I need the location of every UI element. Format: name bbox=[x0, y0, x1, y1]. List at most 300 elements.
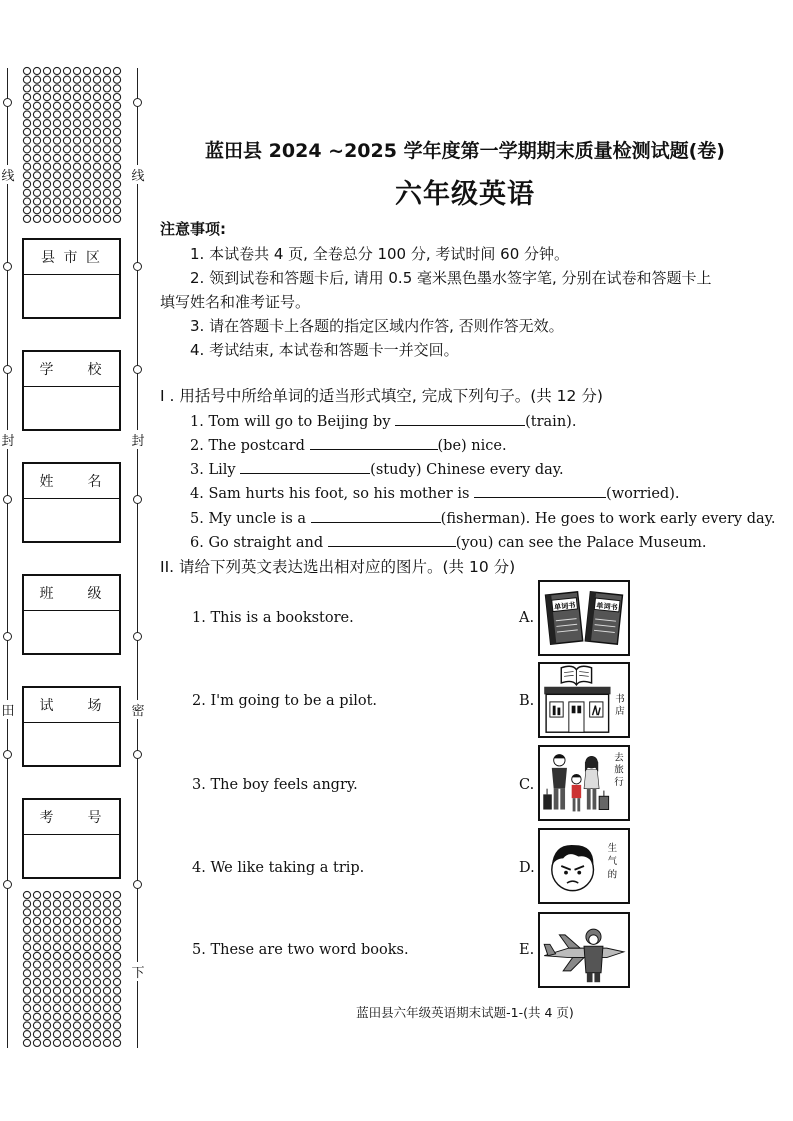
decor-circle bbox=[53, 94, 60, 101]
decor-circle bbox=[73, 76, 80, 83]
decor-circle bbox=[93, 909, 100, 916]
decor-circle bbox=[83, 987, 90, 994]
decor-circle bbox=[53, 128, 60, 135]
decor-circle bbox=[73, 952, 80, 959]
decor-circle bbox=[33, 900, 40, 907]
decor-circle bbox=[103, 900, 110, 907]
decor-circle bbox=[73, 926, 80, 933]
bookstore-sign: 书店 bbox=[615, 693, 625, 718]
decor-circle bbox=[93, 987, 100, 994]
decor-circle bbox=[93, 891, 100, 898]
bookstore-icon bbox=[540, 664, 628, 736]
decor-circle bbox=[63, 1005, 70, 1012]
school-label: 学 校 bbox=[24, 352, 119, 387]
decor-circle bbox=[103, 181, 110, 188]
decor-circle bbox=[23, 189, 30, 196]
decor-circle bbox=[73, 978, 80, 985]
decor-circle bbox=[23, 978, 30, 985]
decor-circle bbox=[43, 996, 50, 1003]
decor-circle bbox=[83, 120, 90, 127]
decor-circle bbox=[73, 918, 80, 925]
decor-circle bbox=[53, 1039, 60, 1046]
decor-circle bbox=[113, 996, 120, 1003]
decor-circle bbox=[73, 961, 80, 968]
decor-circle bbox=[73, 987, 80, 994]
decor-circle bbox=[23, 172, 30, 179]
decor-circle bbox=[63, 926, 70, 933]
decor-circle bbox=[23, 154, 30, 161]
decor-circle bbox=[93, 215, 100, 222]
decor-circle bbox=[83, 909, 90, 916]
decor-circle bbox=[103, 85, 110, 92]
decor-circle bbox=[93, 1022, 100, 1029]
decor-circle bbox=[93, 189, 100, 196]
decor-circle bbox=[53, 944, 60, 951]
decor-circle bbox=[43, 961, 50, 968]
decor-circle bbox=[103, 128, 110, 135]
class-box[interactable] bbox=[22, 574, 121, 655]
decor-circle bbox=[83, 146, 90, 153]
margin-dot bbox=[133, 365, 142, 374]
name-label: 姓 名 bbox=[24, 464, 119, 499]
decor-circle bbox=[103, 1005, 110, 1012]
decor-circle bbox=[113, 935, 120, 942]
decor-circle bbox=[33, 987, 40, 994]
left-cut-line bbox=[7, 68, 8, 1048]
decor-circle bbox=[23, 163, 30, 170]
decor-circle bbox=[113, 137, 120, 144]
note-item: 1. 本试卷共 4 页, 全卷总分 100 分, 考试时间 60 分钟。 bbox=[190, 245, 570, 263]
decor-circle bbox=[23, 111, 30, 118]
word-books-icon bbox=[540, 582, 628, 654]
decor-circle bbox=[83, 891, 90, 898]
margin-dot bbox=[133, 750, 142, 759]
decor-circle bbox=[43, 1031, 50, 1038]
decor-circle bbox=[43, 146, 50, 153]
decor-circle bbox=[113, 1022, 120, 1029]
margin-dot bbox=[133, 880, 142, 889]
answer-blank[interactable] bbox=[311, 508, 441, 523]
decor-circle bbox=[113, 1013, 120, 1020]
decor-circle bbox=[83, 1013, 90, 1020]
decor-circle bbox=[53, 67, 60, 74]
note-item: 4. 考试结束, 本试卷和答题卡一并交回。 bbox=[190, 341, 459, 359]
decor-circle bbox=[53, 102, 60, 109]
decor-circle bbox=[23, 1005, 30, 1012]
decor-circle bbox=[53, 900, 60, 907]
decor-circle bbox=[53, 961, 60, 968]
decor-circle bbox=[73, 172, 80, 179]
decor-circle bbox=[113, 1031, 120, 1038]
circle-pattern-bottom bbox=[22, 890, 122, 1048]
decor-circle bbox=[53, 172, 60, 179]
fill-question-1: 1. Tom will go to Beijing by (train). bbox=[190, 411, 576, 430]
decor-circle bbox=[103, 1031, 110, 1038]
decor-circle bbox=[53, 1013, 60, 1020]
decor-circle bbox=[83, 1022, 90, 1029]
decor-circle bbox=[33, 961, 40, 968]
decor-circle bbox=[53, 120, 60, 127]
decor-circle bbox=[63, 961, 70, 968]
book-title: 单词书 bbox=[553, 600, 576, 612]
note-item: 3. 请在答题卡上各题的指定区域内作答, 否则作答无效。 bbox=[190, 317, 564, 335]
decor-circle bbox=[43, 207, 50, 214]
decor-circle bbox=[83, 961, 90, 968]
picture-d[interactable] bbox=[538, 828, 630, 904]
decor-circle bbox=[113, 918, 120, 925]
decor-circle bbox=[113, 909, 120, 916]
decor-circle bbox=[113, 189, 120, 196]
decor-circle bbox=[83, 102, 90, 109]
decor-circle bbox=[113, 85, 120, 92]
decor-circle bbox=[103, 207, 110, 214]
margin-dot bbox=[3, 495, 12, 504]
margin-mark-feng-right: 封 bbox=[130, 430, 146, 449]
decor-circle bbox=[93, 102, 100, 109]
decor-circle bbox=[43, 944, 50, 951]
note-item: 2. 领到试卷和答题卡后, 请用 0.5 毫米黑色墨水签字笔, 分别在试卷和答题卡上 bbox=[190, 269, 712, 287]
decor-circle bbox=[83, 128, 90, 135]
margin-dot bbox=[3, 98, 12, 107]
decor-circle bbox=[83, 215, 90, 222]
decor-circle bbox=[23, 970, 30, 977]
decor-circle bbox=[63, 900, 70, 907]
decor-circle bbox=[23, 918, 30, 925]
decor-circle bbox=[33, 189, 40, 196]
decor-circle bbox=[73, 163, 80, 170]
decor-circle bbox=[83, 85, 90, 92]
decor-circle bbox=[53, 952, 60, 959]
match-item-4: 4. We like taking a trip. bbox=[192, 860, 365, 876]
decor-circle bbox=[93, 76, 100, 83]
decor-circle bbox=[53, 137, 60, 144]
option-a-label: A. bbox=[519, 610, 535, 626]
decor-circle bbox=[43, 1039, 50, 1046]
decor-circle bbox=[43, 987, 50, 994]
decor-circle bbox=[113, 67, 120, 74]
answer-blank[interactable] bbox=[474, 483, 606, 498]
decor-circle bbox=[113, 978, 120, 985]
decor-circle bbox=[63, 172, 70, 179]
decor-circle bbox=[73, 215, 80, 222]
decor-circle bbox=[63, 181, 70, 188]
exam-room-box[interactable] bbox=[22, 686, 121, 767]
decor-circle bbox=[73, 181, 80, 188]
decor-circle bbox=[63, 102, 70, 109]
decor-circle bbox=[33, 102, 40, 109]
class-label: 班 级 bbox=[24, 576, 119, 611]
decor-circle bbox=[53, 935, 60, 942]
section1-heading: I . 用括号中所给单词的适当形式填空, 完成下列句子。(共 12 分) bbox=[160, 387, 603, 405]
decor-circle bbox=[33, 952, 40, 959]
decor-circle bbox=[63, 909, 70, 916]
decor-circle bbox=[43, 111, 50, 118]
decor-circle bbox=[83, 1031, 90, 1038]
decor-circle bbox=[43, 909, 50, 916]
decor-circle bbox=[33, 154, 40, 161]
picture-e[interactable] bbox=[538, 912, 630, 988]
match-item-2: 2. I'm going to be a pilot. bbox=[192, 693, 378, 709]
decor-circle bbox=[93, 198, 100, 205]
decor-circle bbox=[43, 137, 50, 144]
decor-circle bbox=[23, 94, 30, 101]
exam-number-box[interactable] bbox=[22, 798, 121, 879]
decor-circle bbox=[83, 76, 90, 83]
decor-circle bbox=[23, 181, 30, 188]
decor-circle bbox=[33, 163, 40, 170]
decor-circle bbox=[113, 94, 120, 101]
decor-circle bbox=[53, 1022, 60, 1029]
decor-circle bbox=[23, 85, 30, 92]
decor-circle bbox=[63, 891, 70, 898]
decor-circle bbox=[33, 128, 40, 135]
decor-circle bbox=[93, 996, 100, 1003]
decor-circle bbox=[103, 189, 110, 196]
decor-circle bbox=[73, 111, 80, 118]
decor-circle bbox=[43, 926, 50, 933]
decor-circle bbox=[103, 909, 110, 916]
book-title: 单词书 bbox=[595, 600, 619, 612]
decor-circle bbox=[53, 987, 60, 994]
decor-circle bbox=[63, 120, 70, 127]
decor-circle bbox=[23, 67, 30, 74]
decor-circle bbox=[33, 926, 40, 933]
decor-circle bbox=[63, 111, 70, 118]
decor-circle bbox=[73, 909, 80, 916]
decor-circle bbox=[73, 94, 80, 101]
exam-number-label: 考 号 bbox=[24, 800, 119, 835]
decor-circle bbox=[63, 198, 70, 205]
decor-circle bbox=[83, 207, 90, 214]
decor-circle bbox=[53, 909, 60, 916]
decor-circle bbox=[43, 900, 50, 907]
answer-blank[interactable] bbox=[240, 459, 370, 474]
decor-circle bbox=[113, 76, 120, 83]
decor-circle bbox=[43, 67, 50, 74]
decor-circle bbox=[73, 189, 80, 196]
answer-blank[interactable] bbox=[310, 435, 438, 450]
decor-circle bbox=[43, 198, 50, 205]
decor-circle bbox=[53, 926, 60, 933]
decor-circle bbox=[63, 978, 70, 985]
decor-circle bbox=[113, 891, 120, 898]
margin-mark-xia-right: 下 bbox=[130, 962, 146, 981]
decor-circle bbox=[103, 102, 110, 109]
decor-circle bbox=[33, 978, 40, 985]
decor-circle bbox=[93, 935, 100, 942]
decor-circle bbox=[93, 128, 100, 135]
decor-circle bbox=[103, 935, 110, 942]
decor-circle bbox=[113, 970, 120, 977]
decor-circle bbox=[63, 987, 70, 994]
family-trip-icon bbox=[540, 747, 628, 819]
picture-a[interactable] bbox=[538, 580, 630, 656]
decor-circle bbox=[103, 111, 110, 118]
note-item: 填写姓名和准考证号。 bbox=[160, 293, 311, 311]
decor-circle bbox=[43, 189, 50, 196]
county-box[interactable] bbox=[22, 238, 121, 319]
decor-circle bbox=[43, 918, 50, 925]
decor-circle bbox=[43, 978, 50, 985]
decor-circle bbox=[103, 961, 110, 968]
decor-circle bbox=[53, 181, 60, 188]
decor-circle bbox=[33, 94, 40, 101]
decor-circle bbox=[113, 926, 120, 933]
school-box[interactable] bbox=[22, 350, 121, 431]
decor-circle bbox=[63, 207, 70, 214]
decor-circle bbox=[43, 163, 50, 170]
decor-circle bbox=[43, 215, 50, 222]
decor-circle bbox=[63, 189, 70, 196]
decor-circle bbox=[73, 128, 80, 135]
decor-circle bbox=[83, 1005, 90, 1012]
decor-circle bbox=[113, 181, 120, 188]
decor-circle bbox=[83, 952, 90, 959]
decor-circle bbox=[103, 120, 110, 127]
decor-circle bbox=[43, 1005, 50, 1012]
decor-circle bbox=[23, 146, 30, 153]
decor-circle bbox=[63, 918, 70, 925]
decor-circle bbox=[93, 952, 100, 959]
decor-circle bbox=[63, 137, 70, 144]
decor-circle bbox=[23, 1031, 30, 1038]
margin-mark-feng: 封 bbox=[0, 430, 16, 449]
decor-circle bbox=[83, 67, 90, 74]
right-cut-line bbox=[137, 68, 138, 1048]
decor-circle bbox=[63, 1022, 70, 1029]
decor-circle bbox=[53, 163, 60, 170]
decor-circle bbox=[33, 935, 40, 942]
decor-circle bbox=[113, 1005, 120, 1012]
decor-circle bbox=[103, 978, 110, 985]
decor-circle bbox=[83, 189, 90, 196]
decor-circle bbox=[63, 85, 70, 92]
decor-circle bbox=[93, 944, 100, 951]
decor-circle bbox=[103, 891, 110, 898]
decor-circle bbox=[103, 172, 110, 179]
decor-circle bbox=[63, 67, 70, 74]
decor-circle bbox=[73, 102, 80, 109]
decor-circle bbox=[33, 181, 40, 188]
decor-circle bbox=[113, 154, 120, 161]
decor-circle bbox=[33, 207, 40, 214]
picture-c[interactable] bbox=[538, 745, 630, 821]
notes-heading: 注意事项: bbox=[160, 220, 226, 238]
option-d-label: D. bbox=[519, 860, 535, 876]
decor-circle bbox=[73, 85, 80, 92]
decor-circle bbox=[93, 1005, 100, 1012]
decor-circle bbox=[43, 120, 50, 127]
decor-circle bbox=[53, 918, 60, 925]
decor-circle bbox=[23, 961, 30, 968]
picture-b[interactable] bbox=[538, 662, 630, 738]
page-footer: 蓝田县六年级英语期末试题-1-(共 4 页) bbox=[356, 1005, 574, 1020]
decor-circle bbox=[23, 207, 30, 214]
decor-circle bbox=[83, 172, 90, 179]
decor-circle bbox=[113, 146, 120, 153]
decor-circle bbox=[83, 94, 90, 101]
decor-circle bbox=[43, 154, 50, 161]
decor-circle bbox=[83, 944, 90, 951]
margin-dot bbox=[3, 750, 12, 759]
decor-circle bbox=[23, 891, 30, 898]
decor-circle bbox=[73, 1031, 80, 1038]
decor-circle bbox=[73, 996, 80, 1003]
decor-circle bbox=[43, 172, 50, 179]
decor-circle bbox=[53, 76, 60, 83]
decor-circle bbox=[73, 67, 80, 74]
decor-circle bbox=[103, 944, 110, 951]
decor-circle bbox=[43, 94, 50, 101]
decor-circle bbox=[33, 1005, 40, 1012]
decor-circle bbox=[73, 207, 80, 214]
decor-circle bbox=[83, 111, 90, 118]
decor-circle bbox=[53, 146, 60, 153]
decor-circle bbox=[33, 1031, 40, 1038]
decor-circle bbox=[113, 102, 120, 109]
fill-question-4: 4. Sam hurts his foot, so his mother is (worried). bbox=[190, 483, 679, 502]
decor-circle bbox=[33, 1039, 40, 1046]
exam-subtitle: 六年级英语 bbox=[395, 179, 535, 210]
decor-circle bbox=[43, 76, 50, 83]
decor-circle bbox=[83, 918, 90, 925]
decor-circle bbox=[63, 935, 70, 942]
decor-circle bbox=[63, 154, 70, 161]
answer-blank[interactable] bbox=[328, 532, 456, 547]
decor-circle bbox=[23, 926, 30, 933]
decor-circle bbox=[63, 1039, 70, 1046]
decor-circle bbox=[63, 1031, 70, 1038]
decor-circle bbox=[23, 952, 30, 959]
decor-circle bbox=[93, 978, 100, 985]
decor-circle bbox=[93, 111, 100, 118]
decor-circle bbox=[73, 198, 80, 205]
decor-circle bbox=[73, 154, 80, 161]
decor-circle bbox=[53, 198, 60, 205]
decor-circle bbox=[73, 891, 80, 898]
decor-circle bbox=[103, 198, 110, 205]
decor-circle bbox=[73, 1039, 80, 1046]
decor-circle bbox=[103, 996, 110, 1003]
decor-circle bbox=[93, 146, 100, 153]
decor-circle bbox=[113, 163, 120, 170]
decor-circle bbox=[63, 1013, 70, 1020]
decor-circle bbox=[83, 935, 90, 942]
decor-circle bbox=[43, 935, 50, 942]
margin-dot bbox=[133, 632, 142, 641]
decor-circle bbox=[53, 891, 60, 898]
decor-circle bbox=[33, 172, 40, 179]
answer-blank[interactable] bbox=[395, 411, 525, 426]
decor-circle bbox=[33, 76, 40, 83]
decor-circle bbox=[23, 120, 30, 127]
decor-circle bbox=[33, 891, 40, 898]
match-item-3: 3. The boy feels angry. bbox=[192, 777, 358, 793]
decor-circle bbox=[103, 94, 110, 101]
name-box[interactable] bbox=[22, 462, 121, 543]
decor-circle bbox=[63, 215, 70, 222]
decor-circle bbox=[103, 137, 110, 144]
decor-circle bbox=[33, 198, 40, 205]
decor-circle bbox=[103, 76, 110, 83]
decor-circle bbox=[83, 137, 90, 144]
decor-circle bbox=[83, 154, 90, 161]
decor-circle bbox=[113, 1039, 120, 1046]
decor-circle bbox=[103, 1039, 110, 1046]
decor-circle bbox=[113, 128, 120, 135]
decor-circle bbox=[53, 215, 60, 222]
decor-circle bbox=[63, 163, 70, 170]
